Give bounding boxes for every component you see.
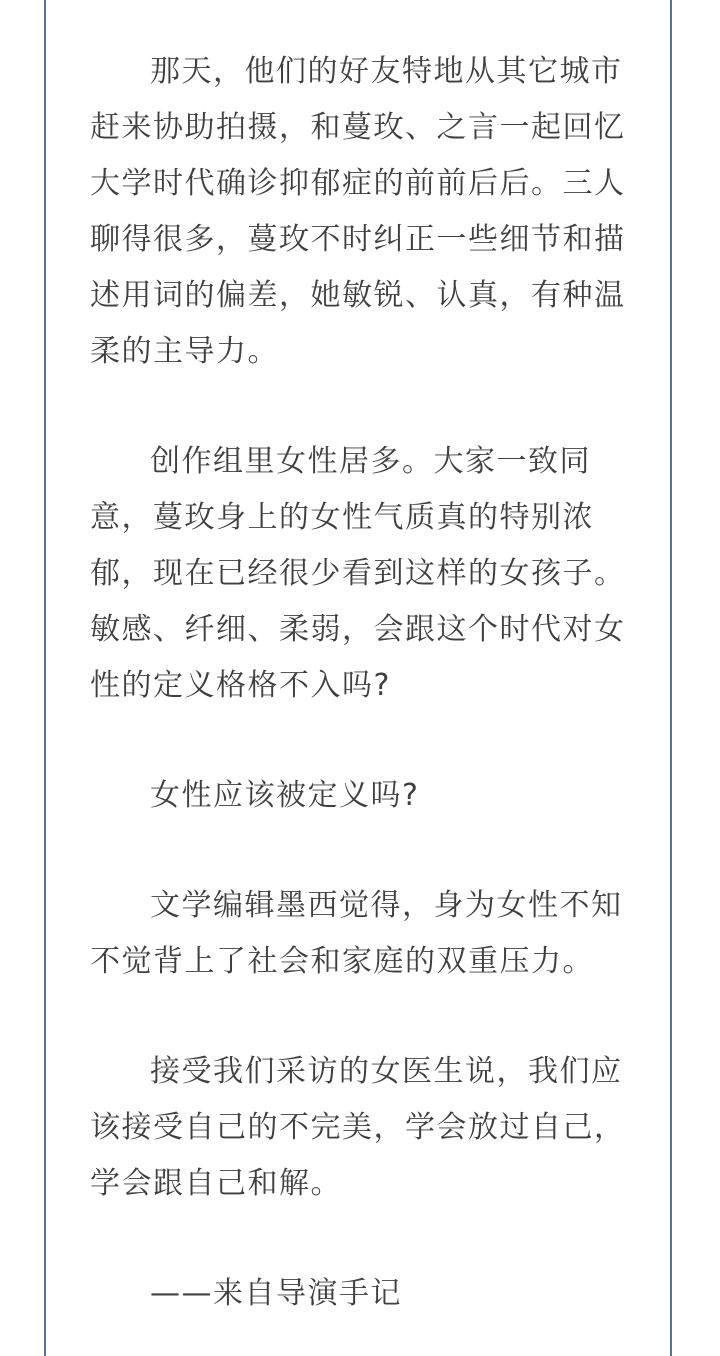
paragraph-doctor-quote: 接受我们采访的女医生说，我们应该接受自己的不完美，学会放过自己，学会跟自己和解。 bbox=[90, 1054, 626, 1201]
paragraph-creative-team: 创作组里女性居多。大家一致同意，蔓玫身上的女性气质真的特别浓郁，现在已经很少看到这样的女孩子。敏感、纤细、柔弱，会跟这个时代对女性的定义格格不入吗? bbox=[90, 444, 626, 703]
paragraph-literary-editor: 文学编辑墨西觉得，身为女性不知不觉背上了社会和家庭的双重压力。 bbox=[90, 888, 623, 979]
paragraph-question: 女性应该被定义吗? bbox=[150, 778, 420, 813]
paragraph-filming-day: 那天，他们的好友特地从其它城市赶来协助拍摄，和蔓玫、之言一起回忆大学时代确诊抑郁症的前前后后。三人聊得很多，蔓玫不时纠正一些细节和描述用词的偏差，她敏锐、认真，有种温柔的主导力。 bbox=[90, 54, 626, 369]
article-body bbox=[90, 44, 636, 1322]
signature-line: ——来自导演手记 bbox=[150, 1276, 402, 1311]
